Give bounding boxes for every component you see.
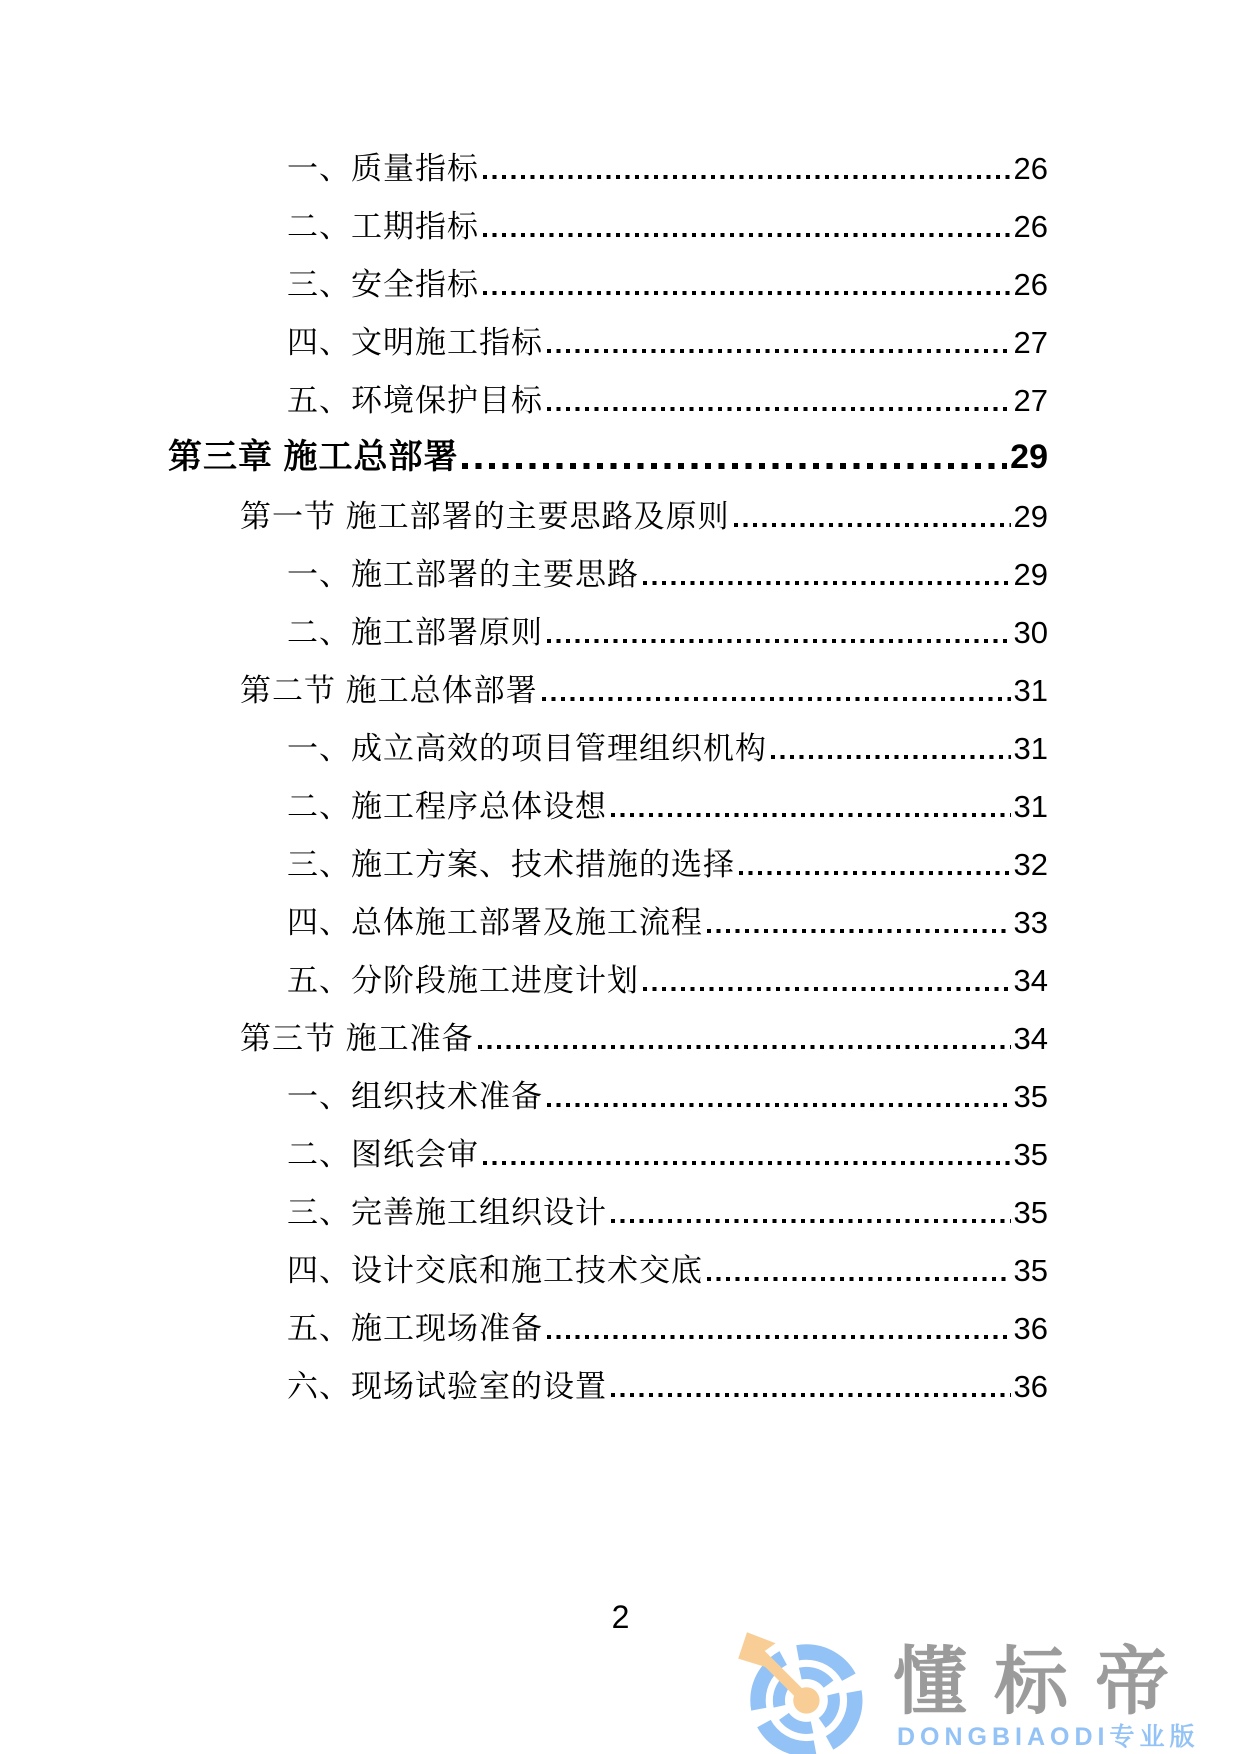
toc-entry-page-number: 31: [1013, 788, 1048, 824]
table-of-contents: [0, 128, 1241, 1404]
toc-leader-dots: [643, 987, 1011, 991]
toc-entry-page-number: 31: [1013, 672, 1048, 708]
toc-entry[interactable]: [0, 418, 1048, 476]
watermark-latin-text: DONGBIAODI: [897, 1723, 1110, 1751]
toc-entry-title: 四、文明施工指标: [287, 324, 543, 360]
toc-leader-dots: [483, 291, 1011, 295]
toc-entry-page-number: 30: [1013, 614, 1048, 650]
toc-leader-dots: [611, 1393, 1011, 1397]
toc-leader-dots: [707, 929, 1011, 933]
toc-leader-dots: [547, 407, 1011, 411]
toc-entry-title: 四、设计交底和施工技术交底: [287, 1252, 703, 1288]
toc-entry-page-number: 29: [1013, 556, 1048, 592]
toc-entry[interactable]: [0, 302, 1048, 360]
toc-entry-title: 一、质量指标: [287, 150, 479, 186]
toc-leader-dots: [643, 581, 1011, 585]
toc-entry[interactable]: [0, 882, 1048, 940]
toc-leader-dots: [547, 1103, 1011, 1107]
toc-entry-title: 二、工期指标: [287, 208, 479, 244]
toc-entry-page-number: 32: [1013, 846, 1048, 882]
toc-entry-title: 五、施工现场准备: [287, 1310, 543, 1346]
toc-entry-title: 四、总体施工部署及施工流程: [287, 904, 703, 940]
toc-entry[interactable]: [0, 128, 1048, 186]
toc-entry[interactable]: [0, 534, 1048, 592]
toc-entry-title: 一、施工部署的主要思路: [287, 556, 639, 592]
toc-entry-title: 三、安全指标: [287, 266, 479, 302]
toc-leader-dots: [611, 1219, 1011, 1223]
toc-entry-page-number: 34: [1013, 962, 1048, 998]
watermark-brand-text: 懂标帝: [893, 1640, 1196, 1723]
toc-entry[interactable]: [0, 766, 1048, 824]
toc-entry-page-number: 29: [1010, 437, 1048, 476]
toc-leader-dots: [707, 1277, 1011, 1281]
toc-entry-title: 五、分阶段施工进度计划: [287, 962, 639, 998]
toc-entry-page-number: 27: [1013, 324, 1048, 360]
toc-leader-dots: [483, 1161, 1011, 1165]
toc-entry-page-number: 33: [1013, 904, 1048, 940]
toc-entry-title: 第三章 施工总部署: [168, 437, 459, 476]
toc-entry[interactable]: [0, 1114, 1048, 1172]
toc-entry-page-number: 35: [1013, 1194, 1048, 1230]
toc-entry-page-number: 31: [1013, 730, 1048, 766]
toc-entry[interactable]: [0, 1230, 1048, 1288]
toc-entry-title: 第三节 施工准备: [240, 1020, 474, 1056]
toc-entry-page-number: 26: [1013, 150, 1048, 186]
toc-entry-page-number: 26: [1013, 266, 1048, 302]
toc-entry[interactable]: [0, 1288, 1048, 1346]
toc-entry-page-number: 35: [1013, 1252, 1048, 1288]
watermark-edition-text: 专业版: [1109, 1723, 1200, 1751]
toc-leader-dots: [483, 175, 1011, 179]
toc-entry-title: 二、图纸会审: [287, 1136, 479, 1172]
toc-entry-page-number: 35: [1013, 1078, 1048, 1114]
toc-entry-title: 三、完善施工组织设计: [287, 1194, 607, 1230]
toc-leader-dots: [611, 813, 1011, 817]
toc-entry-page-number: 35: [1013, 1136, 1048, 1172]
toc-entry[interactable]: [0, 940, 1048, 998]
toc-entry[interactable]: [0, 1172, 1048, 1230]
toc-entry-title: 一、成立高效的项目管理组织机构: [287, 730, 767, 766]
toc-leader-dots: [478, 1045, 1011, 1049]
toc-leader-dots: [547, 1335, 1011, 1339]
watermark-subtitle-text: [897, 1724, 1200, 1752]
toc-entry-title: 一、组织技术准备: [287, 1078, 543, 1114]
toc-entry[interactable]: [0, 360, 1048, 418]
toc-entry-page-number: 36: [1013, 1310, 1048, 1346]
toc-entry-title: 三、施工方案、技术措施的选择: [287, 846, 735, 882]
toc-entry-page-number: 27: [1013, 382, 1048, 418]
toc-entry[interactable]: [0, 1346, 1048, 1404]
toc-leader-dots: [771, 755, 1011, 759]
toc-entry[interactable]: [0, 824, 1048, 882]
toc-leader-dots: [739, 871, 1011, 875]
toc-leader-dots: [483, 233, 1011, 237]
toc-entry-title: 第一节 施工部署的主要思路及原则: [240, 498, 730, 534]
toc-entry[interactable]: [0, 998, 1048, 1056]
toc-leader-dots: [547, 639, 1011, 643]
toc-entry-title: 六、现场试验室的设置: [287, 1368, 607, 1404]
toc-entry-page-number: 29: [1013, 498, 1048, 534]
toc-entry[interactable]: [0, 1056, 1048, 1114]
toc-entry-title: 二、施工程序总体设想: [287, 788, 607, 824]
page-number: 2: [611, 1599, 630, 1635]
toc-entry[interactable]: [0, 592, 1048, 650]
toc-entry-page-number: 34: [1013, 1020, 1048, 1056]
toc-entry[interactable]: [0, 476, 1048, 534]
toc-leader-dots: [547, 349, 1011, 353]
toc-entry[interactable]: [0, 708, 1048, 766]
toc-entry[interactable]: [0, 650, 1048, 708]
watermark-target-arrow-icon: [736, 1630, 868, 1754]
toc-entry-title: 二、施工部署原则: [287, 614, 543, 650]
toc-entry[interactable]: [0, 244, 1048, 302]
toc-leader-dots: [734, 523, 1011, 527]
toc-leader-dots: [462, 463, 1007, 469]
toc-entry-title: 五、环境保护目标: [287, 382, 543, 418]
toc-entry[interactable]: [0, 186, 1048, 244]
toc-leader-dots: [542, 697, 1011, 701]
toc-entry-page-number: 36: [1013, 1368, 1048, 1404]
toc-entry-page-number: 26: [1013, 208, 1048, 244]
toc-entry-title: 第二节 施工总体部署: [240, 672, 538, 708]
